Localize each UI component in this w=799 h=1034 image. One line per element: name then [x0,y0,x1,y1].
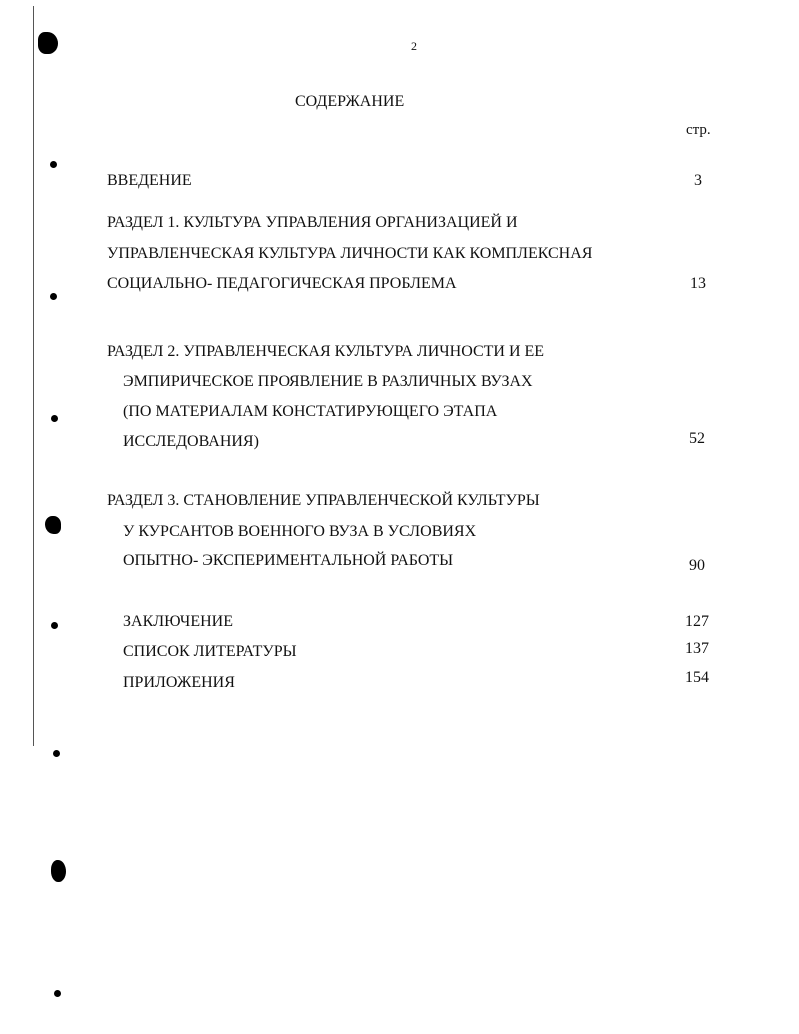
punch-hole-3 [50,293,57,300]
toc-entry-references: СПИСОК ЛИТЕРАТУРЫ [123,643,297,660]
toc-section1-line-3: СОЦИАЛЬНО- ПЕДАГОГИЧЕСКАЯ ПРОБЛЕМА [107,275,457,292]
toc-entry-intro: ВВЕДЕНИЕ [107,172,192,189]
toc-page-references: 137 [685,640,709,657]
toc-section2-line-2: ЭМПИРИЧЕСКОЕ ПРОЯВЛЕНИЕ В РАЗЛИЧНЫХ ВУЗАХ [123,373,533,390]
toc-page-section3: 90 [689,557,705,574]
page-number: 2 [411,39,417,53]
toc-section3-line-1: РАЗДЕЛ 3. СТАНОВЛЕНИЕ УПРАВЛЕНЧЕСКОЙ КУЛЬТУРЫ [107,492,540,509]
toc-section2-line-4: ИССЛЕДОВАНИЯ) [123,433,259,450]
punch-hole-9 [54,990,61,997]
toc-page-conclusion: 127 [685,613,709,630]
punch-hole-5 [45,516,61,534]
toc-page-appendices: 154 [685,669,709,686]
toc-section2-line-3: (ПО МАТЕРИАЛАМ КОНСТАТИРУЮЩЕГО ЭТАПА [123,403,498,420]
toc-entry-appendices: ПРИЛОЖЕНИЯ [123,674,235,691]
punch-hole-6 [51,622,58,629]
toc-page-section1: 13 [690,275,706,292]
punch-hole-7 [53,750,60,757]
toc-section3-line-2: У КУРСАНТОВ ВОЕННОГО ВУЗА В УСЛОВИЯХ [123,523,477,540]
toc-page-section2: 52 [689,430,705,447]
toc-entry-conclusion: ЗАКЛЮЧЕНИЕ [123,613,233,630]
page-title: СОДЕРЖАНИЕ [295,93,405,110]
page-column-label: стр. [686,122,711,138]
binding-margin-line [33,6,34,746]
toc-page-intro: 3 [694,172,702,189]
toc-section1-line-2: УПРАВЛЕНЧЕСКАЯ КУЛЬТУРА ЛИЧНОСТИ КАК КОМПЛЕКСНАЯ [107,245,593,262]
toc-section1-line-1: РАЗДЕЛ 1. КУЛЬТУРА УПРАВЛЕНИЯ ОРГАНИЗАЦИЕЙ И [107,214,518,231]
punch-hole-4 [51,415,58,422]
toc-section3-line-3: ОПЫТНО- ЭКСПЕРИМЕНТАЛЬНОЙ РАБОТЫ [123,552,454,569]
toc-section2-line-1: РАЗДЕЛ 2. УПРАВЛЕНЧЕСКАЯ КУЛЬТУРА ЛИЧНОСТИ И ЕЕ [107,343,545,360]
punch-hole-2 [50,161,57,168]
punch-hole-1 [38,32,58,54]
punch-hole-8 [51,860,66,882]
